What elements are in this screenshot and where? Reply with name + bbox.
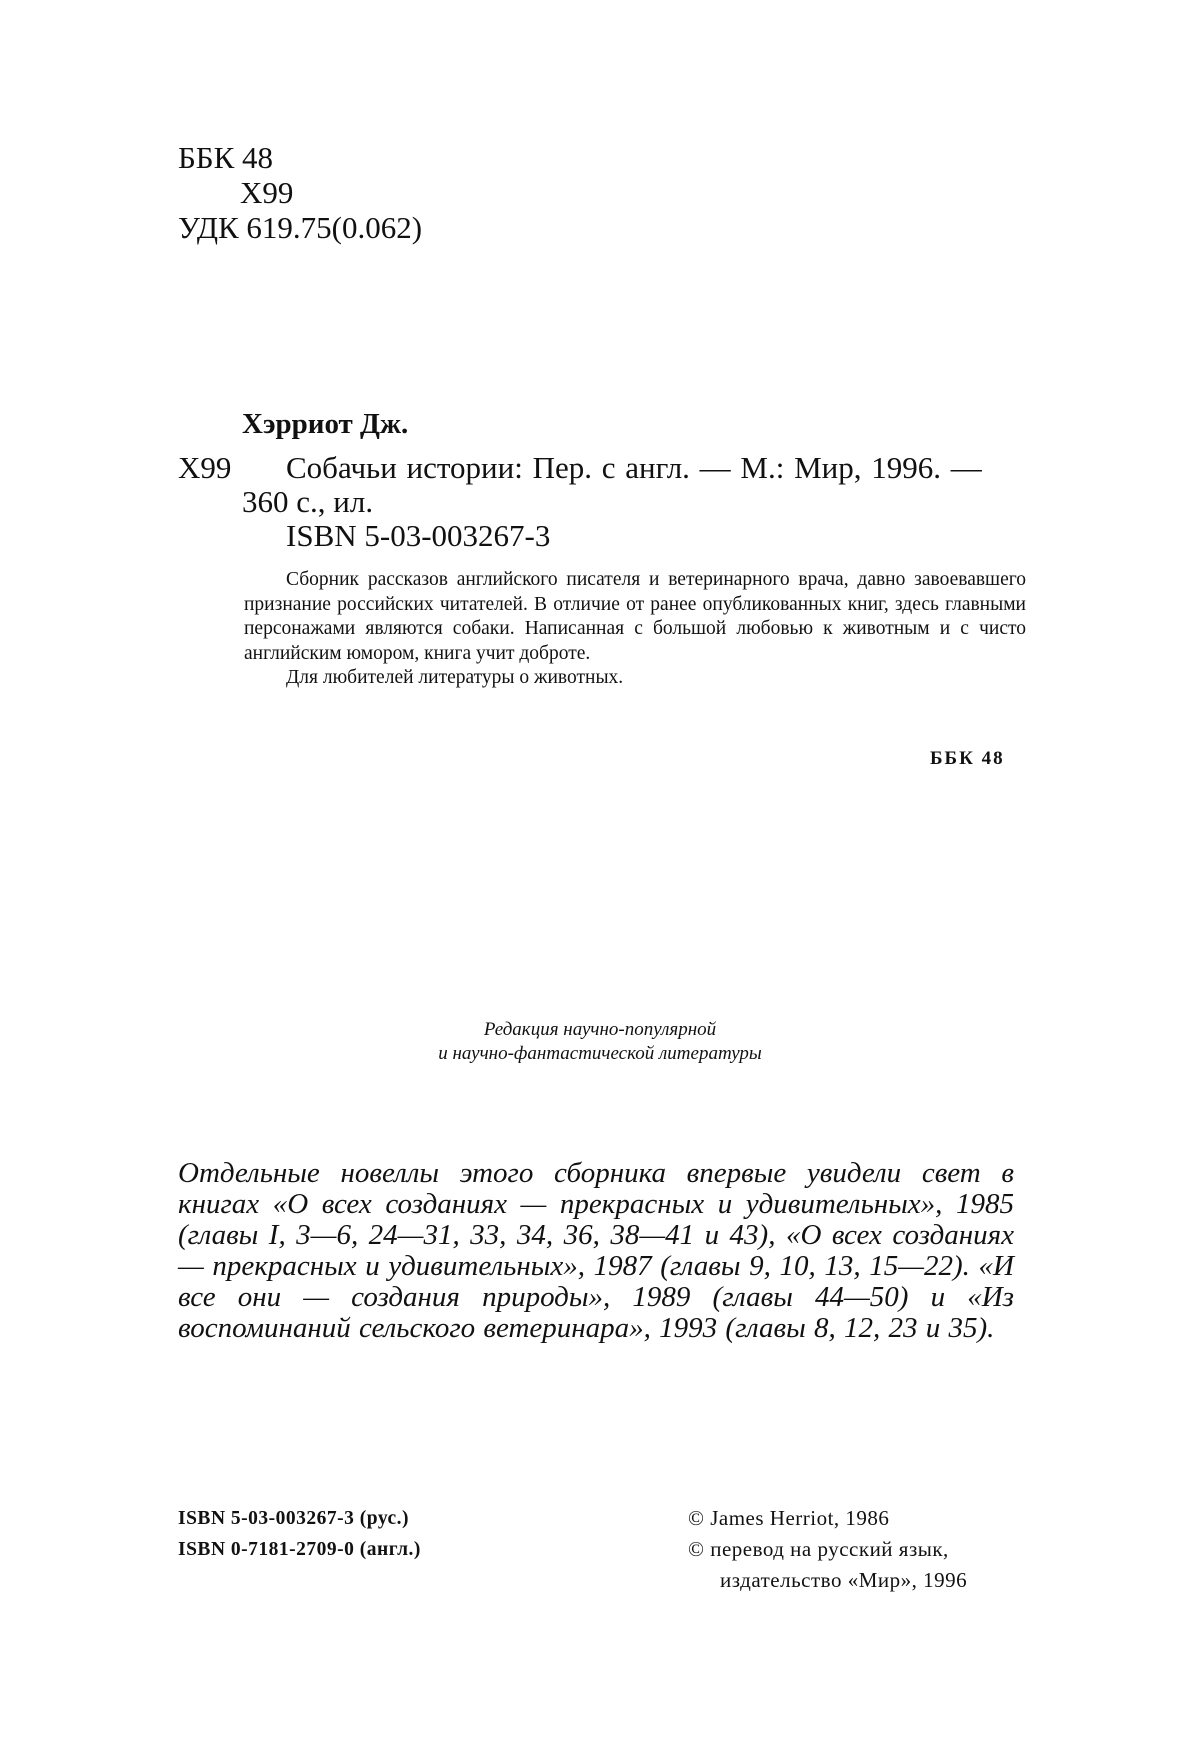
isbn-list <box>178 1503 421 1565</box>
copyright-line: издательство «Мир», 1996 <box>720 1568 968 1592</box>
copyright-block <box>688 1503 967 1596</box>
annotation <box>244 568 1026 691</box>
annotation-paragraph: Сборник рассказов английского писателя и ветеринарного врача, давно завоевавшего признание российских читателей. В отличие от ранее опубликованных книг, здесь главными персонажами являются собаки. Написанная с большой любовью к животным и с чисто английским юмором, книга учит доброте. <box>244 569 1026 664</box>
isbn-eng: ISBN 0-7181-2709-0 (англ.) <box>178 1539 421 1560</box>
editorial-note <box>380 1018 820 1066</box>
copyright-line: © перевод на русский язык, <box>688 1537 949 1561</box>
record-code: Х99 <box>178 450 232 485</box>
isbn-rus: ISBN 5-03-003267-3 (рус.) <box>178 1508 410 1529</box>
author-name: Хэрриот Дж. <box>242 408 409 440</box>
pages-line: 360 с., ил. <box>242 484 374 519</box>
novels-note: Отдельные новеллы этого сборника впервые увидели свет в книгах «О всех созданиях — прекрасных и удивительных», 1985 (главы I, 3—6, 24—31, 33, 34, 36, 38—41 и 43), «О всех созданиях — прекрасных и удивительных», 1987 (главы 9, 10, 13, 15—22). «И все они — создания природы», 1989 (главы 44—50) и «Из воспоминаний сельского ветеринара», 1993 (главы 8, 12, 23 и 35). <box>178 1157 1014 1344</box>
annotation-paragraph: Для любителей литературы о животных. <box>286 667 624 688</box>
bbk-code: ББК 48 <box>178 140 274 175</box>
copyright-line: © James Herriot, 1986 <box>688 1506 890 1530</box>
udk-code: УДК 619.75(0.062) <box>178 210 423 245</box>
author-code: X99 <box>240 175 294 210</box>
bbk-right: ББК 48 <box>930 748 1005 769</box>
editorial-line: Редакция научно-популярной <box>483 1019 717 1040</box>
classification-block <box>178 140 422 245</box>
editorial-line: и научно-фантастической литературы <box>438 1043 762 1064</box>
isbn-line: ISBN 5-03-003267-3 <box>286 518 551 553</box>
title-line: Собачьи истории: Пер. с англ. — М.: Мир, 1996. — <box>286 450 982 485</box>
